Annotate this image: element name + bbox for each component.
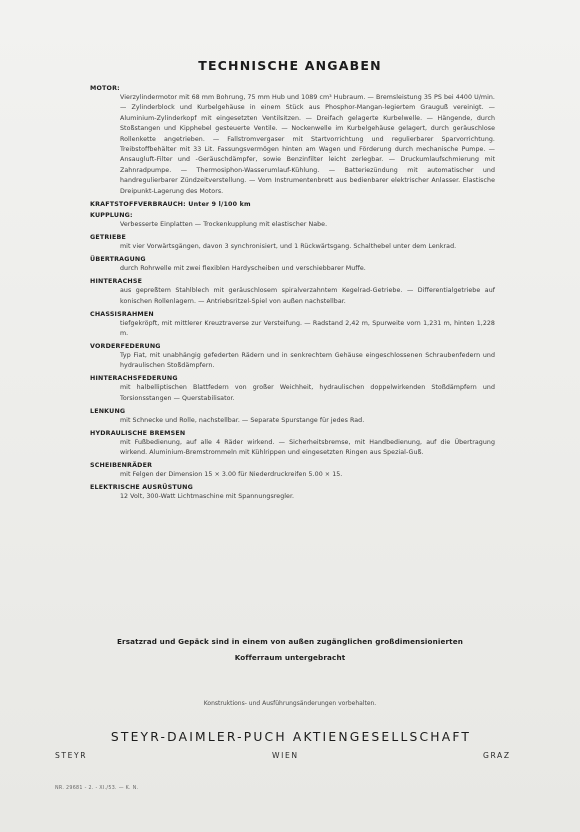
spec-section <box>90 211 495 230</box>
spec-text: Verbesserte Einplatten — Trockenkupplung mit elastischer Nabe. <box>120 221 328 229</box>
spec-heading: CHASSISRAHMEN <box>90 310 154 318</box>
spec-heading: MOTOR: <box>90 85 120 92</box>
spec-text: mit vier Vorwärtsgängen, davon 3 synchronisiert, und 1 Rückwärtsgang. Schalthebel unter dem Lenkrad. <box>120 243 457 251</box>
spec-section <box>90 277 495 307</box>
spec-heading: GETRIEBE <box>90 234 126 242</box>
spec-heading: LENKUNG <box>90 407 126 415</box>
spec-heading: ELEKTRISCHE AUSRÜSTUNG <box>90 484 193 492</box>
spec-section <box>90 84 495 197</box>
spec-text: Vierzylindermotor mit 68 mm Bohrung, 75 mm Hub und 1089 cm³ Hubraum. — Bremsleistung 35 PS bei 4400 U/min. — Zylinderblock und Kurbelgehäuse in einem Stück aus Phosphor-Mangan-legiertem Grauguß vereinigt. — Aluminium-Zylinderkopf mit eingesetzten Ventilsitzen. — Dreifach gelagerte Kurbelwelle. — Hängende, durch Stoßstangen und Kipphebel gesteuerte Ventile. — Nockenwelle im Kurbelgehäuse gelagert, durch geräuschlose Rollenkette angetrieben. — Fallstromvergaser mit Startvorrichtung und regulierbarer Sparvorrichtung. Treibstoffbehälter mit 33 Lit. Fassungsvermögen hinten am Wagen und Förderung durch mechanische Pumpe. — Ansaugluft-Filter und -Geräuschdämpfer, sowie Benzinfilter leicht zerlegbar. — Druckumlaufschmierung mit Zahnradpumpe. — Thermosiphon-Wasserumlauf-Kühlung. — Batteriezündung mit automatischer und handregulierbarer Zündzeitverstellung. — Vom Instrumentenbrett aus bedienbarer elektrischer Anlasser. Elastische Dreipunkt-Lagerung des Motors. <box>120 94 495 195</box>
spec-heading: KRAFTSTOFFVERBRAUCH: Unter 9 l/100 km <box>90 200 251 208</box>
spec-text: tiefgekröpft, mit mittlerer Kreuztraverse zur Versteifung. — Radstand 2,42 m, Spurweite vorn 1,231 m, hinten 1,228 m. <box>120 319 495 338</box>
spec-section <box>90 310 495 340</box>
spec-heading: HYDRAULISCHE BREMSEN <box>90 429 186 437</box>
spec-text: mit Fußbedienung, auf alle 4 Räder wirkend. — Sicherheitsbremse, mit Handbedienung, auf die Übertragung wirkend. Aluminium-Bremstrommeln mit Kühlrippen und eingesetzten Ringen aus Spezial-Guß. <box>120 438 495 457</box>
city-wien: WIEN <box>272 751 299 760</box>
company-name: STEYR-DAIMLER-PUCH AKTIENGESELLSCHAFT <box>110 730 472 744</box>
page-title: TECHNISCHE ANGABEN <box>198 58 382 73</box>
spec-section <box>90 407 495 426</box>
luggage-note: Ersatzrad und Gepäck sind in einem von außen zugänglichen großdimensionierten Kofferraum untergebracht <box>116 637 464 662</box>
spec-section <box>90 374 495 404</box>
spec-section <box>90 200 495 209</box>
spec-text: aus gepreßtem Stahlblech mit geräuschlosem spiralverzahntem Kegelrad-Getriebe. — Differentialgetriebe auf konischen Rollenlagern. — Antriebsritzel-Spiel von außen nachstellbar. <box>120 287 495 305</box>
spec-heading: SCHEIBENRÄDER <box>90 462 153 470</box>
spec-text: mit Felgen der Dimension 15 × 3.00 für Niederdruckreifen 5.00 × 15. <box>120 471 343 479</box>
spec-section <box>90 342 495 372</box>
spec-heading: KUPPLUNG: <box>90 212 133 220</box>
spec-heading: HINTERACHSFEDERUNG <box>90 375 178 383</box>
spec-section <box>90 233 495 252</box>
spec-heading: ÜBERTRAGUNG <box>90 256 146 264</box>
city-steyr: STEYR <box>55 751 88 760</box>
city-graz: GRAZ <box>483 751 511 760</box>
changes-reserved-note: Konstruktions- und Ausführungsänderungen vorbehalten. <box>203 700 377 707</box>
spec-text: durch Rohrwelle mit zwei flexiblen Hardyscheiben und verschiebbarer Muffe. <box>120 265 366 273</box>
spec-section <box>90 461 495 480</box>
spec-section <box>90 483 495 502</box>
spec-text: mit Schnecke und Rolle, nachstellbar. — Separate Spurstange für jedes Rad. <box>120 416 365 424</box>
spec-list <box>90 84 495 505</box>
spec-section <box>90 429 495 459</box>
spec-text: mit halbelliptischen Blattfedern von großer Weichheit, hydraulischen doppelwirkenden Stoßdämpfern und Torsionsstangen — Querstabilisator. <box>120 384 495 402</box>
spec-text: 12 Volt, 300-Watt Lichtmaschine mit Spannungsregler. <box>120 493 295 501</box>
print-number: NR. 29681 - 2. - XI./53. — K. N. <box>55 786 139 791</box>
spec-text: Typ Fiat, mit unabhängig gefederten Rädern und in senkrechtem Gehäuse eingeschlossenen Schraubenfedern und hydraulischen Stoßdämpfern. <box>120 352 495 370</box>
spec-heading: VORDERFEDERUNG <box>90 343 161 351</box>
spec-heading: HINTERACHSE <box>90 278 143 286</box>
spec-section <box>90 255 495 274</box>
